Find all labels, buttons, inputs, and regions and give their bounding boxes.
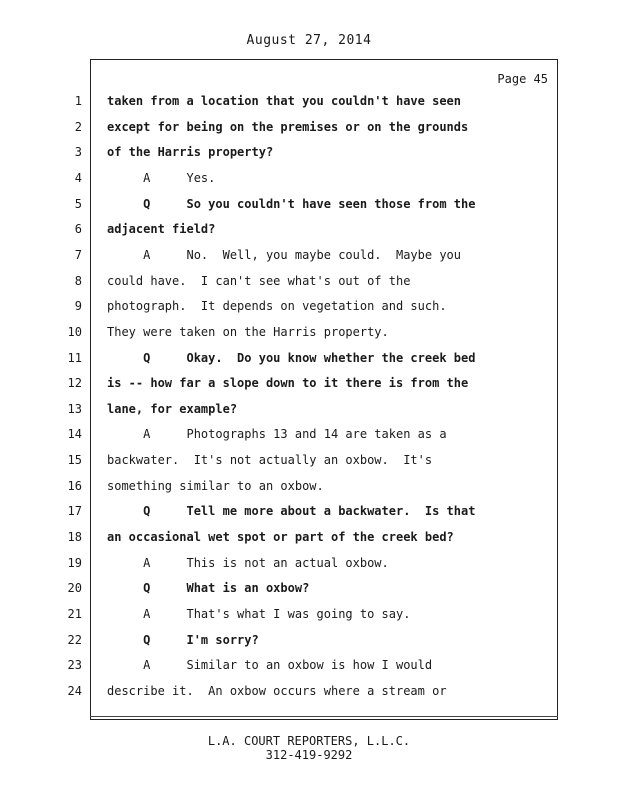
line-number: 20: [67, 581, 82, 595]
line-number: 5: [74, 197, 82, 211]
frame-bottom-rule: [90, 716, 558, 717]
transcript-line: A Similar to an oxbow is how I would: [107, 658, 433, 672]
transcript-line: lane, for example?: [107, 402, 238, 416]
transcript-line: A Photographs 13 and 14 are taken as a: [107, 427, 447, 441]
page-number: Page 45: [497, 72, 548, 86]
transcript-line: A No. Well, you maybe could. Maybe you: [107, 248, 462, 262]
transcript-line: Q Okay. Do you know whether the creek bed: [107, 351, 476, 365]
transcript-line: They were taken on the Harris property.: [107, 325, 389, 339]
transcript-line: of the Harris property?: [107, 145, 274, 159]
line-number: 6: [74, 222, 82, 236]
footer-company: L.A. COURT REPORTERS, L.L.C.: [207, 734, 411, 748]
line-number: 8: [74, 274, 82, 288]
transcript-line: photograph. It depends on vegetation and such.: [107, 299, 447, 313]
line-number: 22: [67, 633, 82, 647]
line-number: 24: [67, 684, 82, 698]
line-number: 2: [74, 120, 82, 134]
transcript-line: A This is not an actual oxbow.: [107, 556, 389, 570]
transcript-line: could have. I can't see what's out of the: [107, 274, 411, 288]
transcript-line: Q So you couldn't have seen those from the: [107, 197, 476, 211]
transcript-line: backwater. It's not actually an oxbow. It's: [107, 453, 433, 467]
line-number: 18: [67, 530, 82, 544]
line-number: 7: [74, 248, 82, 262]
footer-phone: 312-419-9292: [265, 748, 353, 762]
line-number: 16: [67, 479, 82, 493]
transcript-line: taken from a location that you couldn't have seen: [107, 94, 462, 108]
line-number: 4: [74, 171, 82, 185]
line-number: 10: [67, 325, 82, 339]
line-number: 21: [67, 607, 82, 621]
line-number: 17: [67, 504, 82, 518]
line-number: 23: [67, 658, 82, 672]
line-number: 19: [67, 556, 82, 570]
line-number: 9: [74, 299, 82, 313]
line-number: 15: [67, 453, 82, 467]
line-number: 1: [74, 94, 82, 108]
header-date: August 27, 2014: [246, 33, 372, 48]
line-number: 11: [67, 351, 82, 365]
transcript-line: Q Tell me more about a backwater. Is that: [107, 504, 476, 518]
transcript-line: except for being on the premises or on the grounds: [107, 120, 469, 134]
transcript-line: Q I'm sorry?: [107, 633, 259, 647]
line-number: 13: [67, 402, 82, 416]
transcript-line: describe it. An oxbow occurs where a stream or: [107, 684, 447, 698]
transcript-line: something similar to an oxbow.: [107, 479, 324, 493]
transcript-line: A Yes.: [107, 171, 216, 185]
transcript-line: adjacent field?: [107, 222, 216, 236]
transcript-line: Q What is an oxbow?: [107, 581, 310, 595]
line-number: 12: [67, 376, 82, 390]
transcript-line: is -- how far a slope down to it there is from the: [107, 376, 469, 390]
line-number: 3: [74, 145, 82, 159]
line-number: 14: [67, 427, 82, 441]
transcript-line: A That's what I was going to say.: [107, 607, 411, 621]
transcript-line: an occasional wet spot or part of the creek bed?: [107, 530, 454, 544]
